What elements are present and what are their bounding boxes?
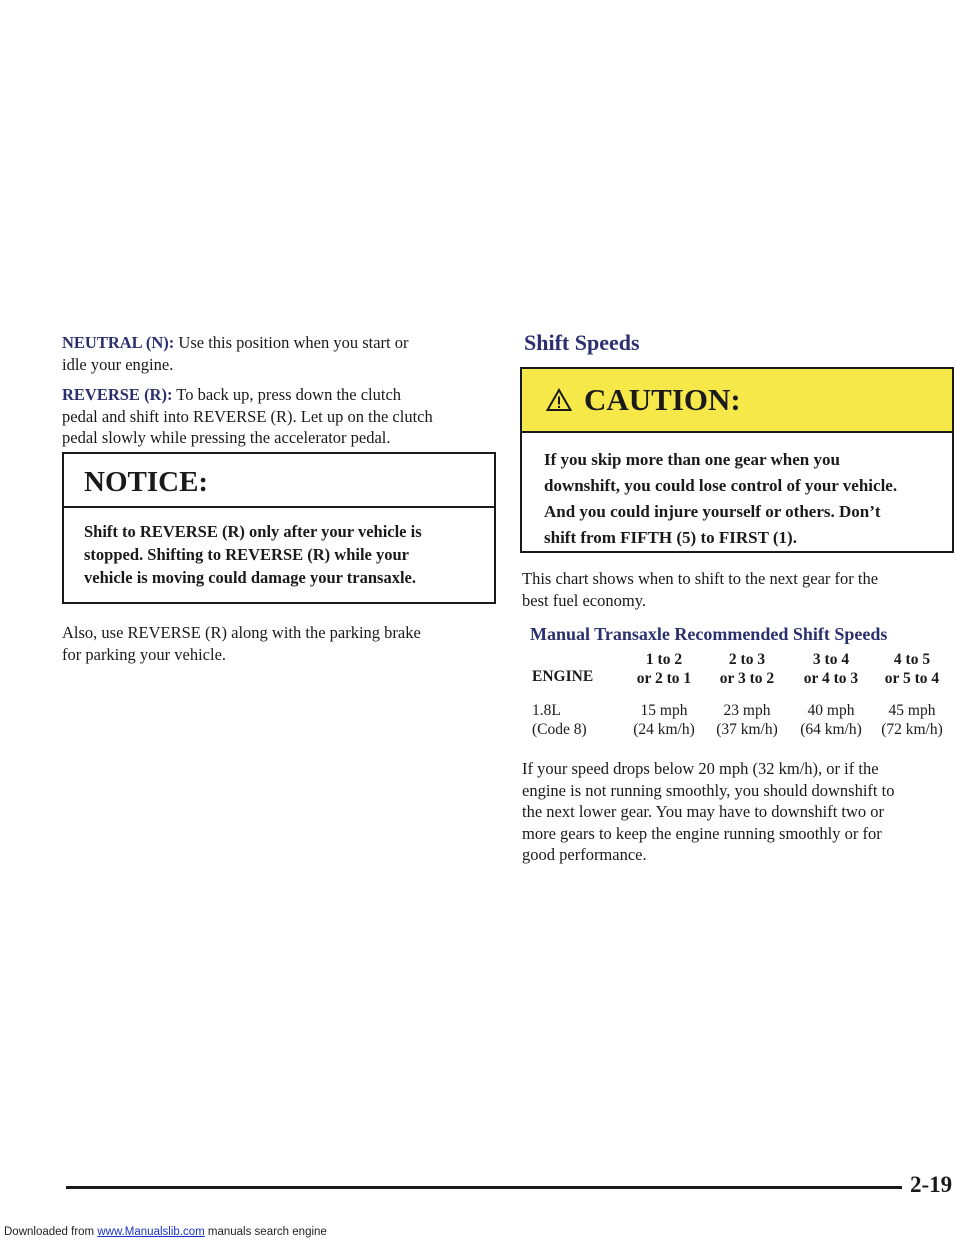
- speed-cell: 15 mph (24 km/h): [633, 702, 695, 738]
- reverse-text-2: pedal and shift into REVERSE (R). Let up on the clutch: [62, 406, 433, 426]
- also-line: for parking your vehicle.: [62, 644, 227, 664]
- neutral-text-2: idle your engine.: [62, 354, 174, 374]
- chart-intro-line: best fuel economy.: [522, 590, 647, 610]
- also-line: Also, use REVERSE (R) along with the parking brake: [62, 623, 421, 642]
- notice-heading: NOTICE:: [64, 454, 494, 508]
- caution-line: downshift, you could lose control of your vehicle.: [544, 476, 898, 495]
- caution-line: And you could injure yourself or others. Don’t: [544, 502, 881, 521]
- gear-header: 2 to 3 or 3 to 2: [719, 651, 775, 687]
- reverse-text-1: To back up, press down the clutch: [172, 385, 402, 404]
- reverse-label: REVERSE (R):: [62, 385, 173, 404]
- notice-line: Shift to REVERSE (R) only after your vehicle is: [84, 522, 422, 541]
- notice-line: stopped. Shifting to REVERSE (R) while your: [84, 545, 410, 564]
- also-paragraph: [62, 622, 502, 665]
- downshift-line: If your speed drops below 20 mph (32 km/h), or if the: [522, 759, 879, 778]
- neutral-text-1: Use this position when you start or: [174, 333, 409, 352]
- downshift-paragraph: [522, 758, 952, 866]
- notice-body: [64, 508, 494, 589]
- notice-line: vehicle is moving could damage your transaxle.: [84, 568, 416, 587]
- downshift-line: the next lower gear. You may have to downshift two or: [522, 802, 885, 821]
- gear-header: 4 to 5 or 5 to 4: [884, 651, 940, 687]
- downshift-line: more gears to keep the engine running smoothly or for: [522, 823, 882, 843]
- speed-cell: 40 mph (64 km/h): [800, 702, 862, 738]
- notice-box: [62, 452, 496, 604]
- table-header-row: [532, 650, 952, 688]
- download-footer: [4, 1226, 327, 1238]
- page-rule: [66, 1186, 902, 1189]
- gear-header: 3 to 4 or 4 to 3: [803, 651, 859, 687]
- chart-intro: [522, 568, 952, 611]
- chart-intro-line: This chart shows when to shift to the next gear for the: [522, 569, 879, 588]
- caution-body: [522, 433, 952, 551]
- caution-heading: [522, 369, 952, 433]
- speed-cell: 45 mph (72 km/h): [881, 702, 943, 738]
- warning-triangle-icon: [546, 388, 572, 412]
- engine-cell: 1.8L (Code 8): [532, 702, 587, 738]
- caution-line: shift from FIFTH (5) to FIRST (1).: [544, 528, 797, 547]
- table-title: Manual Transaxle Recommended Shift Speeds: [530, 624, 888, 644]
- footer-prefix: Downloaded from: [4, 1226, 98, 1238]
- manualslib-link[interactable]: www.Manualslib.com: [97, 1226, 205, 1238]
- caution-line: If you skip more than one gear when you: [544, 450, 840, 469]
- table-row: [532, 688, 952, 739]
- neutral-paragraph: [62, 332, 502, 375]
- neutral-label: NEUTRAL (N):: [62, 333, 175, 352]
- page-number: 2-19: [910, 1172, 953, 1197]
- shift-speed-table: [532, 650, 952, 739]
- reverse-paragraph: [62, 384, 502, 449]
- caution-heading-text: CAUTION:: [584, 382, 741, 417]
- footer-suffix: manuals search engine: [204, 1226, 327, 1238]
- downshift-line: good performance.: [522, 845, 647, 864]
- speed-cell: 23 mph (37 km/h): [716, 702, 778, 738]
- reverse-text-3: pedal slowly while pressing the accelerator pedal.: [62, 428, 391, 447]
- downshift-line: engine is not running smoothly, you should downshift to: [522, 780, 895, 800]
- caution-box: [520, 367, 954, 553]
- gear-header: 1 to 2 or 2 to 1: [636, 651, 692, 687]
- section-title: Shift Speeds: [524, 330, 640, 355]
- engine-header: ENGINE: [532, 668, 594, 685]
